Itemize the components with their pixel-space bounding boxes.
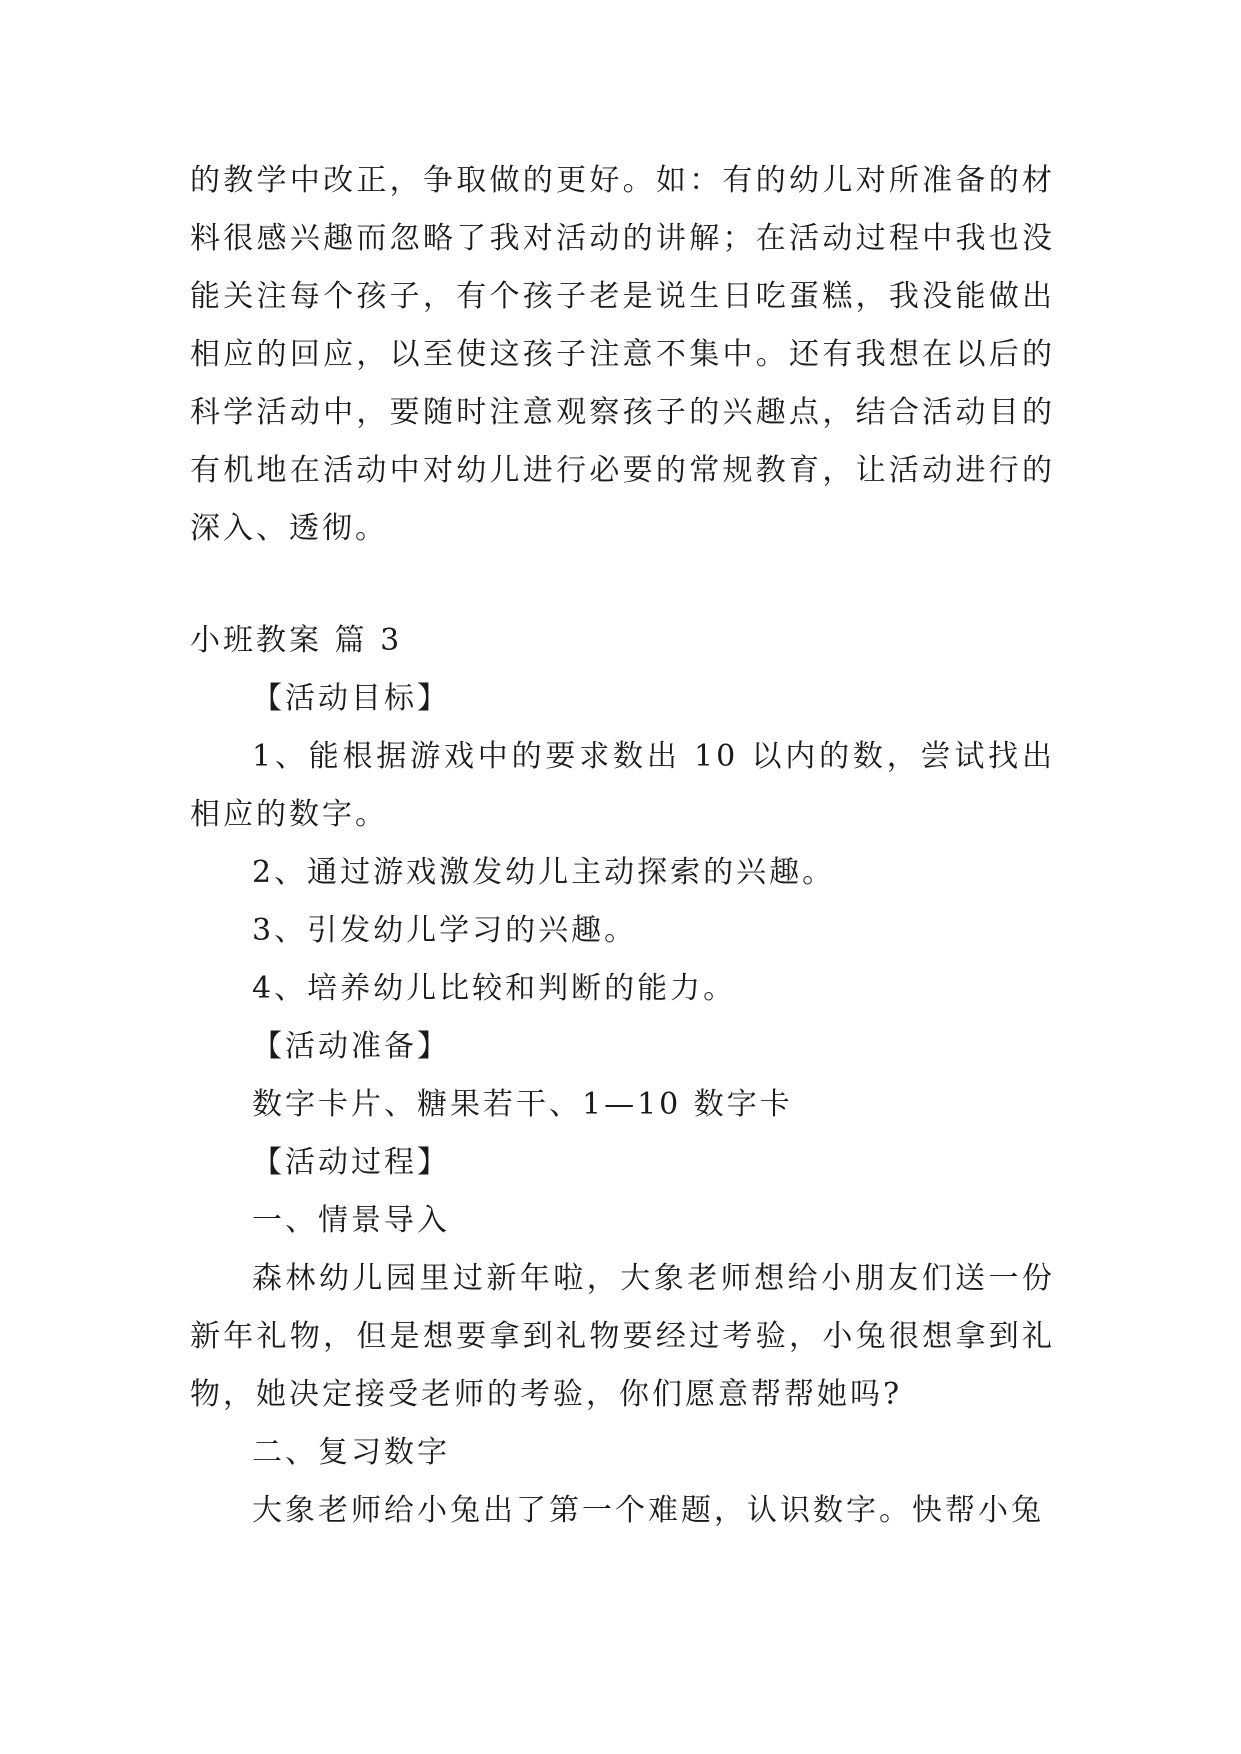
section-title: 小班教案 篇 3 [190, 623, 403, 658]
process-step1-text: 森林幼儿园里过新年啦，大象老师想给小朋友们送一份新年礼物，但是想要拿到礼物要经过考验，小兔很想拿到礼物，她决定接受老师的考验，你们愿意帮帮她吗? [190, 1261, 1055, 1412]
goals-heading: 【活动目标】 [252, 681, 450, 716]
preparation-heading: 【活动准备】 [252, 1029, 450, 1064]
process-heading: 【活动过程】 [252, 1145, 450, 1180]
goal-item-3: 3、引发幼儿学习的兴趣。 [252, 913, 638, 948]
goal-item-1: 1、能根据游戏中的要求数出 10 以内的数，尝试找出相应的数字。 [190, 739, 1055, 832]
process-step1-title: 一、情景导入 [252, 1203, 450, 1238]
process-step2-title: 二、复习数字 [252, 1435, 450, 1470]
lesson-body [190, 670, 1055, 1540]
preparation-text: 数字卡片、糖果若干、1—10 数字卡 [252, 1087, 793, 1122]
intro-paragraph: 的教学中改正，争取做的更好。如：有的幼儿对所准备的材料很感兴趣而忽略了我对活动的讲解；在活动过程中我也没能关注每个孩子，有个孩子老是说生日吃蛋糕，我没能做出相应的回应，以至使这孩子注意不集中。还有我想在以后的科学活动中，要随时注意观察孩子的兴趣点，结合活动目的有机地在活动中对幼儿进行必要的常规教育，让活动进行的深入、透彻。 [190, 163, 1055, 546]
goal-item-2: 2、通过游戏激发幼儿主动探索的兴趣。 [252, 855, 836, 890]
process-step2-text: 大象老师给小兔出了第一个难题，认识数字。快帮小兔 [252, 1493, 1044, 1528]
intro-paragraph-block [190, 152, 1055, 558]
goal-item-4: 4、培养幼儿比较和判断的能力。 [252, 971, 737, 1006]
